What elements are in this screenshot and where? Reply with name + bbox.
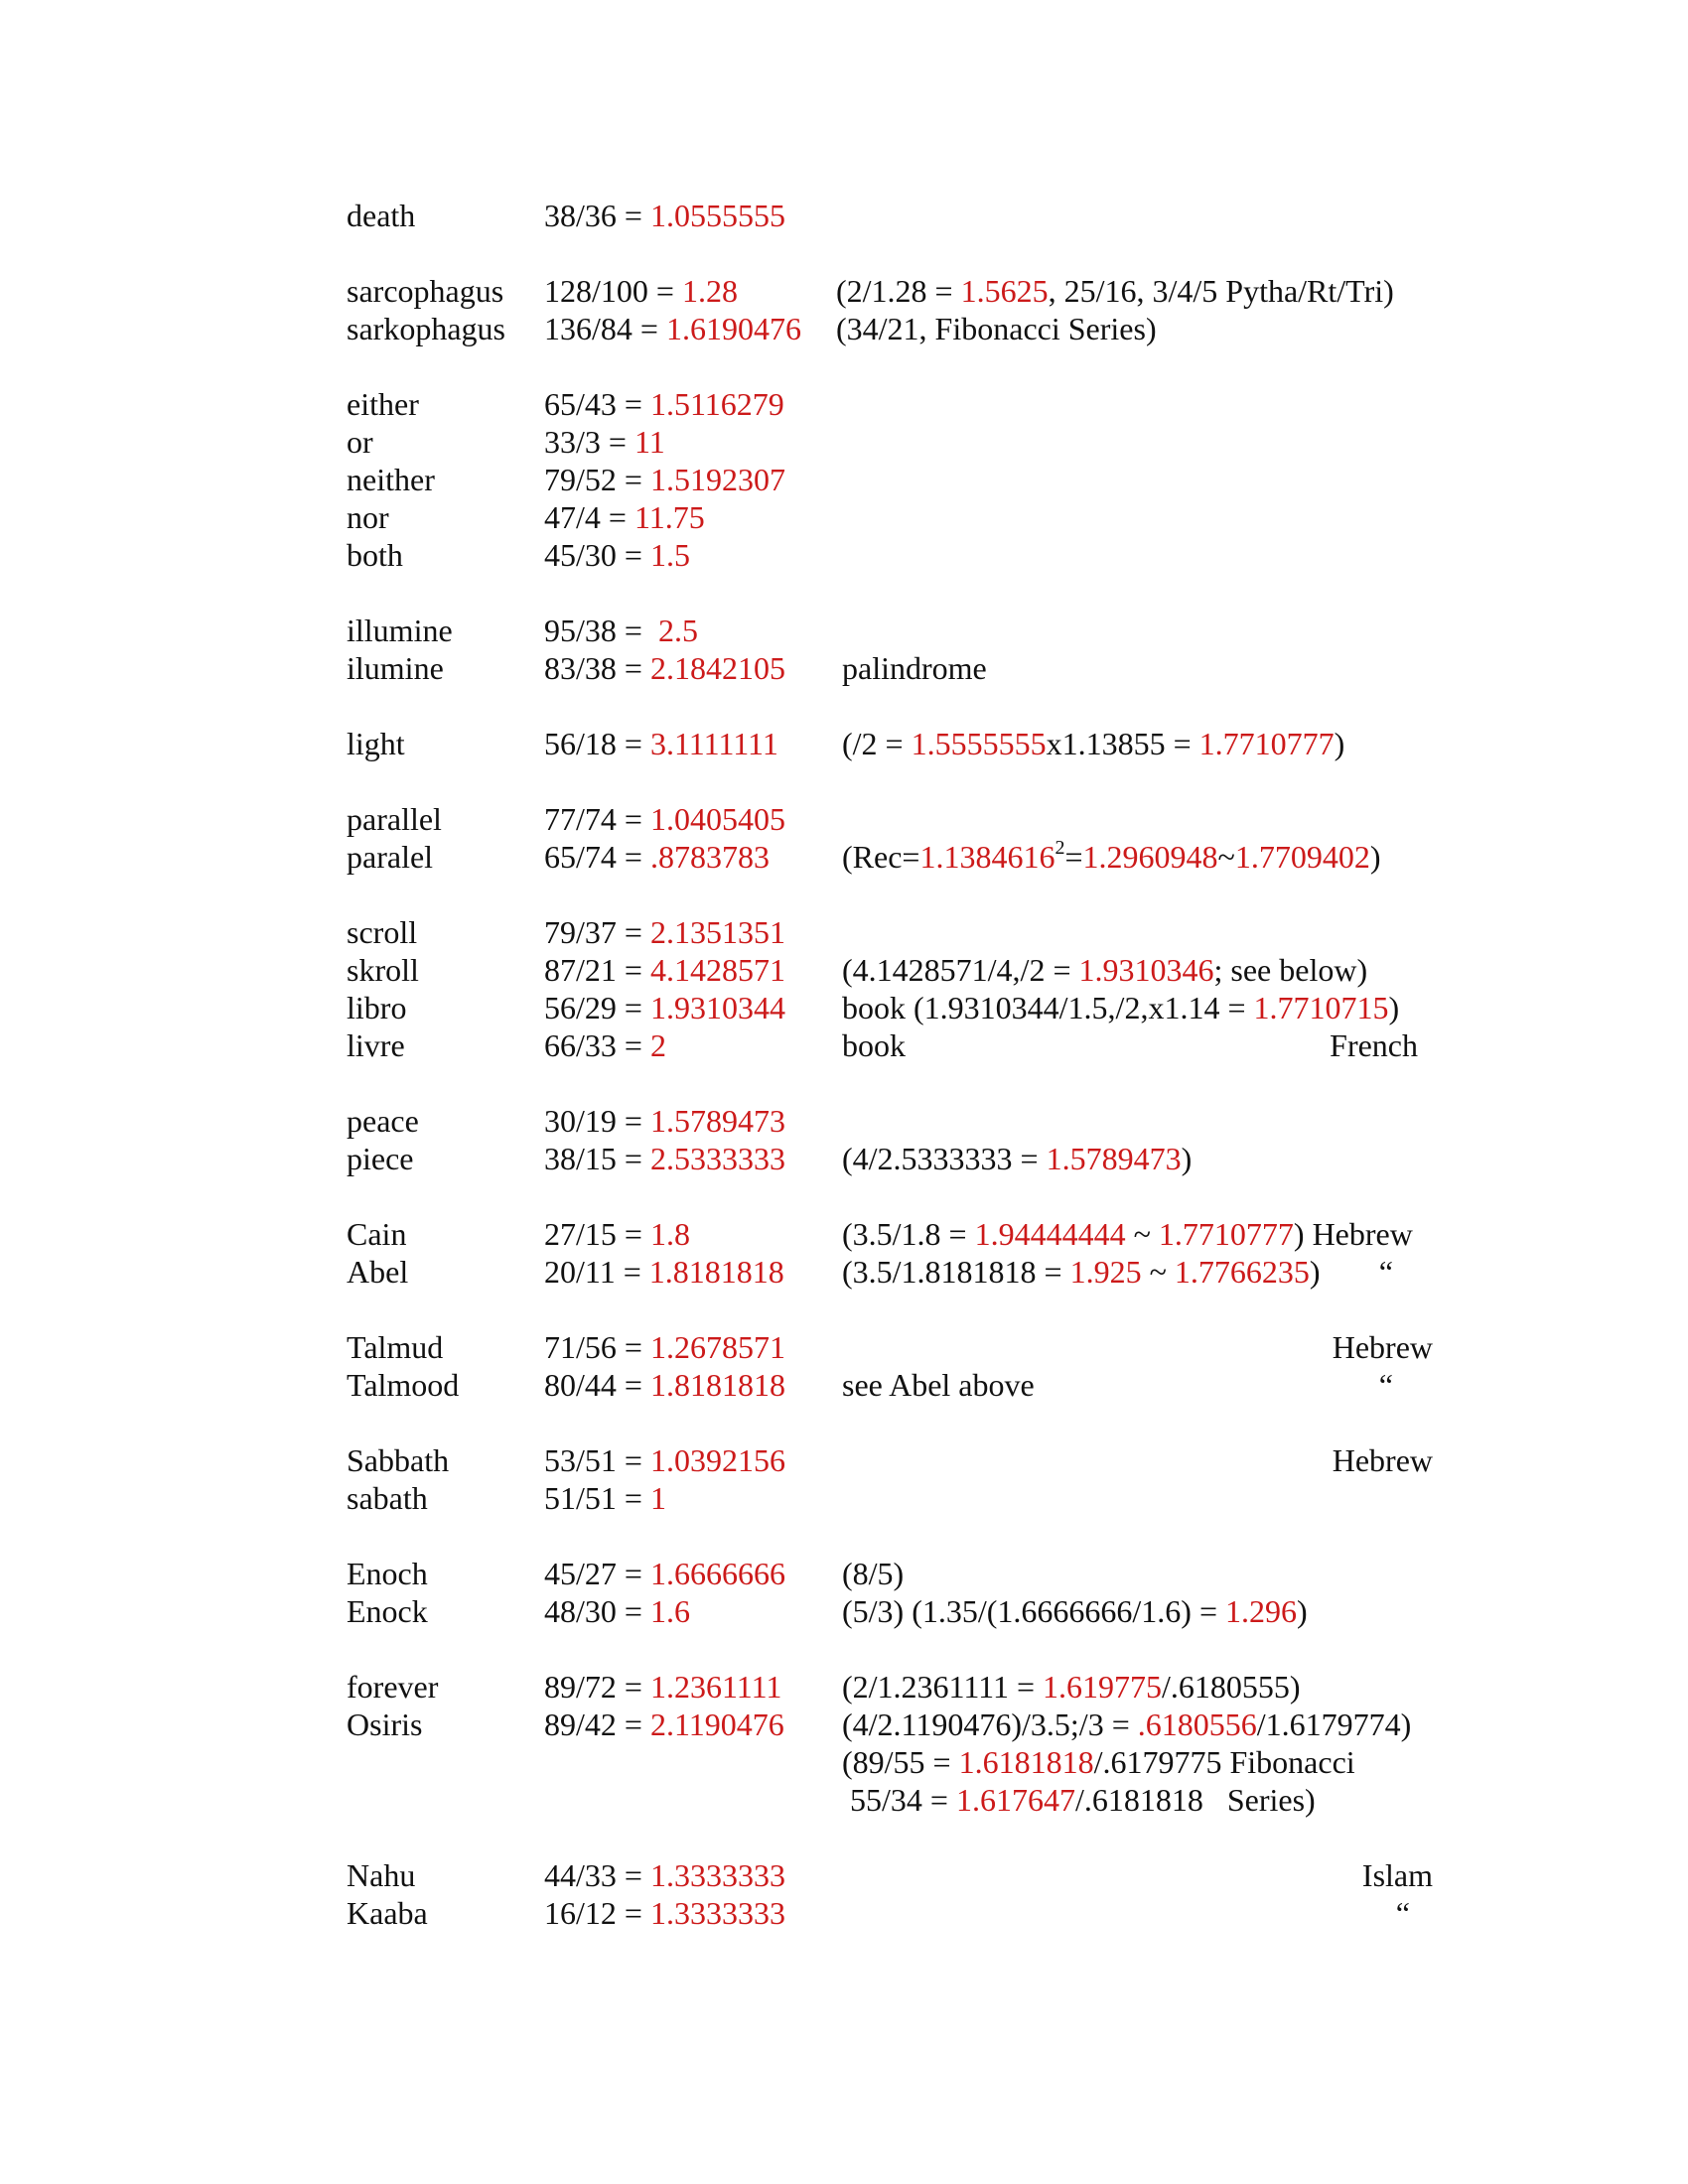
- result-value: 1.5116279: [649, 386, 784, 422]
- equation: [544, 1591, 690, 1631]
- result-value: 1.6666666: [649, 1556, 785, 1591]
- note: [842, 1139, 1192, 1178]
- equation: [544, 1478, 666, 1518]
- note-value: 1.1384616: [919, 839, 1055, 875]
- note-value: 1.7710777: [1158, 1216, 1294, 1252]
- word: libro: [347, 990, 407, 1025]
- language-label: French: [1330, 1027, 1418, 1063]
- word: death: [347, 198, 416, 233]
- note-value: 1.2960948: [1082, 839, 1218, 875]
- note-text: ): [1388, 990, 1400, 1025]
- note-text: 55/34 =: [850, 1782, 956, 1818]
- word: illumine: [347, 613, 453, 648]
- note-text: (4.1428571/4,/2 =: [842, 952, 1079, 988]
- ratio: 79/52 =: [544, 462, 642, 497]
- result-value: 2: [649, 1027, 666, 1063]
- note-text: /.6181818 Series): [1074, 1782, 1316, 1818]
- note-text: book (1.9310344/1.5,/2,x1.14 =: [842, 990, 1254, 1025]
- ratio: 47/4 =: [544, 499, 627, 535]
- equation: [544, 271, 738, 311]
- equation: [544, 912, 785, 952]
- ratio: 51/51 =: [544, 1480, 642, 1516]
- note-text: (2/1.2361111 =: [842, 1669, 1044, 1705]
- note-text: (34/21, Fibonacci Series): [836, 311, 1157, 346]
- note-text: book: [842, 1027, 906, 1063]
- equation: [544, 535, 690, 575]
- word: scroll: [347, 914, 418, 950]
- word: ilumine: [347, 650, 444, 686]
- note-value: 1.94444444: [974, 1216, 1126, 1252]
- word: Abel: [347, 1254, 409, 1290]
- entry-row-forever: [0, 1667, 1688, 1706]
- word: Nahu: [347, 1857, 416, 1893]
- word: Enock: [347, 1593, 428, 1629]
- entry-row-talmud: [0, 1327, 1688, 1367]
- result-value: 2.1351351: [649, 914, 785, 950]
- ratio: 27/15 =: [544, 1216, 642, 1252]
- note-text: (3.5/1.8181818 =: [842, 1254, 1070, 1290]
- result-value: 4.1428571: [649, 952, 785, 988]
- note-text: (/2 =: [842, 726, 912, 761]
- entry-row-sabbath: [0, 1440, 1688, 1480]
- entry-row-abel: [0, 1252, 1688, 1292]
- equation: [544, 988, 785, 1027]
- note-value: 1.7709402: [1234, 839, 1370, 875]
- result-value: 11.75: [633, 499, 705, 535]
- equation: [544, 611, 698, 650]
- word: either: [347, 386, 419, 422]
- note: [836, 271, 1394, 311]
- note-text: (4/2.5333333 =: [842, 1141, 1047, 1176]
- entry-row-illumine: [0, 611, 1688, 650]
- result-value: 1.8181818: [648, 1254, 784, 1290]
- note-text: (Rec=: [842, 839, 920, 875]
- ratio: 89/42 =: [544, 1706, 642, 1742]
- note-value: 1.619775: [1043, 1669, 1163, 1705]
- equation: [544, 1139, 785, 1178]
- note: [842, 1365, 1035, 1405]
- language-label: Hebrew: [1332, 1442, 1433, 1478]
- note-text: , 25/16, 3/4/5 Pytha/Rt/Tri): [1048, 273, 1394, 309]
- result-value: 1.5789473: [649, 1103, 785, 1139]
- result-value: 1.5192307: [649, 462, 785, 497]
- note-value: 1.7710715: [1253, 990, 1389, 1025]
- ratio: 38/36 =: [544, 198, 642, 233]
- note: [842, 1554, 904, 1593]
- equation: [544, 1705, 784, 1744]
- word: piece: [347, 1141, 414, 1176]
- note-text: ~: [1217, 839, 1235, 875]
- ratio: 77/74 =: [544, 801, 642, 837]
- note-text: ; see below): [1213, 952, 1368, 988]
- word: Kaaba: [347, 1895, 428, 1931]
- note-text: (89/55 =: [842, 1744, 959, 1780]
- entry-row-or: [0, 422, 1688, 462]
- result-value: 1.8: [649, 1216, 690, 1252]
- note-value: 1.9310346: [1078, 952, 1214, 988]
- word: skroll: [347, 952, 419, 988]
- entry-row-enock: [0, 1591, 1688, 1631]
- ratio: 44/33 =: [544, 1857, 642, 1893]
- note-text: (8/5): [842, 1556, 905, 1591]
- ratio: 16/12 =: [544, 1895, 642, 1931]
- note-continuation-row: [0, 1780, 1688, 1820]
- note: [842, 1667, 1301, 1706]
- result-value: 1.5: [649, 537, 690, 573]
- note-text: /1.6179774): [1256, 1706, 1412, 1742]
- ratio: 95/38 =: [544, 613, 642, 648]
- note-text: ): [1334, 726, 1345, 761]
- note: [842, 1214, 1413, 1254]
- entry-row-nahu: [0, 1855, 1688, 1895]
- entry-row-either: [0, 384, 1688, 424]
- note: [842, 1705, 1411, 1744]
- word: sarkophagus: [347, 311, 505, 346]
- equation: [544, 648, 785, 688]
- word: livre: [347, 1027, 405, 1063]
- result-value: 1.28: [681, 273, 738, 309]
- result-value: 1.2678571: [649, 1329, 785, 1365]
- word: both: [347, 537, 403, 573]
- equation: [544, 1252, 784, 1292]
- note: [842, 724, 1344, 763]
- equation: [544, 1855, 785, 1895]
- ditto-mark: “: [1395, 1895, 1410, 1931]
- note-text: ): [1309, 1254, 1321, 1290]
- result-value: 1.0392156: [649, 1442, 785, 1478]
- word: neither: [347, 462, 435, 497]
- result-value: 1: [649, 1480, 666, 1516]
- ratio: 66/33 =: [544, 1027, 642, 1063]
- equation: [544, 1554, 785, 1593]
- ratio: 45/27 =: [544, 1556, 642, 1591]
- equation: [544, 837, 770, 877]
- ratio: 65/74 =: [544, 839, 642, 875]
- equation: [544, 422, 665, 462]
- entry-row-talmood: [0, 1365, 1688, 1405]
- equation: [544, 1214, 690, 1254]
- ratio: 53/51 =: [544, 1442, 642, 1478]
- entry-row-sarkophagus: [0, 309, 1688, 348]
- result-value: 11: [633, 424, 665, 460]
- entry-row-sarcophagus: [0, 271, 1688, 311]
- result-value: 2.5333333: [649, 1141, 785, 1176]
- entry-row-light: [0, 724, 1688, 763]
- note-text: =: [1064, 839, 1083, 875]
- note: [842, 1742, 1355, 1782]
- entry-row-death: [0, 196, 1688, 235]
- note: [850, 1780, 1316, 1820]
- ditto-mark: “: [1378, 1254, 1393, 1290]
- ratio: 56/18 =: [544, 726, 642, 761]
- note-text: ): [1181, 1141, 1193, 1176]
- entry-row-osiris: [0, 1705, 1688, 1744]
- entry-row-piece: [0, 1139, 1688, 1178]
- result-value: 1.2361111: [649, 1669, 782, 1705]
- equation: [544, 1025, 666, 1065]
- equation: [544, 799, 785, 839]
- note-value: 1.296: [1225, 1593, 1297, 1629]
- entry-row-peace: [0, 1101, 1688, 1141]
- ratio: 80/44 =: [544, 1367, 642, 1403]
- result-value: .8783783: [649, 839, 770, 875]
- equation: [544, 950, 785, 990]
- entry-row-both: [0, 535, 1688, 575]
- equation: [544, 724, 778, 763]
- equation: [544, 384, 784, 424]
- note-text: see Abel above: [842, 1367, 1035, 1403]
- entry-row-nor: [0, 497, 1688, 537]
- ratio: 83/38 =: [544, 650, 642, 686]
- note-text: ~: [1141, 1254, 1175, 1290]
- result-value: 1.3333333: [649, 1895, 785, 1931]
- note-value: 1.6181818: [958, 1744, 1094, 1780]
- ratio: 136/84 =: [544, 311, 658, 346]
- word: forever: [347, 1669, 439, 1705]
- note-value: 1.617647: [955, 1782, 1075, 1818]
- note: [842, 950, 1367, 990]
- entry-row-neither: [0, 460, 1688, 499]
- word: Cain: [347, 1216, 407, 1252]
- entry-row-enoch: [0, 1554, 1688, 1593]
- result-value: 1.6: [649, 1593, 690, 1629]
- note-text: (2/1.28 =: [836, 273, 961, 309]
- note-text: (3.5/1.8 =: [842, 1216, 975, 1252]
- note-text: ~: [1125, 1216, 1159, 1252]
- note-value: 1.5789473: [1046, 1141, 1182, 1176]
- entry-row-livre: [0, 1025, 1688, 1065]
- entry-row-kaaba: [0, 1893, 1688, 1933]
- equation: [544, 460, 785, 499]
- word: sarcophagus: [347, 273, 504, 309]
- result-value: 1.9310344: [649, 990, 785, 1025]
- result-value: 2.1190476: [649, 1706, 784, 1742]
- entry-row-ilumine: [0, 648, 1688, 688]
- equation: [544, 196, 785, 235]
- word: Osiris: [347, 1706, 423, 1742]
- entry-row-parallel: [0, 799, 1688, 839]
- equation: [544, 1440, 785, 1480]
- word: sabath: [347, 1480, 428, 1516]
- note-text: palindrome: [842, 650, 987, 686]
- ratio: 65/43 =: [544, 386, 642, 422]
- equation: [544, 1365, 785, 1405]
- note-text: (5/3) (1.35/(1.6666666/1.6) =: [842, 1593, 1225, 1629]
- note-text: /.6180555): [1162, 1669, 1301, 1705]
- note-text: ): [1369, 839, 1381, 875]
- note-text: /.6179775 Fibonacci: [1093, 1744, 1355, 1780]
- note-value: 1.5555555: [911, 726, 1047, 761]
- word: light: [347, 726, 405, 761]
- note-value: 1.5625: [960, 273, 1049, 309]
- result-value: 1.3333333: [649, 1857, 785, 1893]
- note: [836, 309, 1157, 348]
- note-continuation-row: [0, 1742, 1688, 1782]
- ratio: 30/19 =: [544, 1103, 642, 1139]
- note-value: 1.7766235: [1174, 1254, 1310, 1290]
- word: nor: [347, 499, 389, 535]
- note-text: ) Hebrew: [1293, 1216, 1413, 1252]
- result-value: 1.6190476: [665, 311, 801, 346]
- note-value: 1.7710777: [1198, 726, 1335, 761]
- result-value: 1.0555555: [649, 198, 785, 233]
- word: Talmud: [347, 1329, 444, 1365]
- equation: [544, 1667, 781, 1706]
- note: [842, 1252, 1321, 1292]
- ratio: 79/37 =: [544, 914, 642, 950]
- entry-row-paralel: [0, 837, 1688, 877]
- note: [842, 988, 1399, 1027]
- superscript: 2: [1055, 837, 1065, 860]
- equation: [544, 1327, 785, 1367]
- note-text: (4/2.1190476)/3.5;/3 =: [842, 1706, 1138, 1742]
- ratio: 87/21 =: [544, 952, 642, 988]
- result-value: 1.8181818: [649, 1367, 785, 1403]
- result-value: 2.1842105: [649, 650, 785, 686]
- ratio: 89/72 =: [544, 1669, 642, 1705]
- equation: [544, 497, 705, 537]
- word: Sabbath: [347, 1442, 450, 1478]
- note-value: 1.925: [1069, 1254, 1142, 1290]
- note: [842, 837, 1380, 877]
- equation: [544, 1893, 785, 1933]
- ratio: 48/30 =: [544, 1593, 642, 1629]
- entry-row-skroll: [0, 950, 1688, 990]
- word: peace: [347, 1103, 419, 1139]
- note: [842, 648, 987, 688]
- result-value: 1.0405405: [649, 801, 785, 837]
- ratio: 56/29 =: [544, 990, 642, 1025]
- ratio: 38/15 =: [544, 1141, 642, 1176]
- ratio: 128/100 =: [544, 273, 674, 309]
- equation: [544, 309, 801, 348]
- entry-row-cain: [0, 1214, 1688, 1254]
- word: paralel: [347, 839, 434, 875]
- language-label: Hebrew: [1332, 1329, 1433, 1365]
- ratio: 33/3 =: [544, 424, 627, 460]
- word: Enoch: [347, 1556, 428, 1591]
- ratio: 20/11 =: [544, 1254, 641, 1290]
- ratio: 45/30 =: [544, 537, 642, 573]
- word: parallel: [347, 801, 442, 837]
- note-text: ): [1297, 1593, 1308, 1629]
- note: [842, 1025, 906, 1065]
- entry-row-libro: [0, 988, 1688, 1027]
- entry-row-sabath: [0, 1478, 1688, 1518]
- word: or: [347, 424, 373, 460]
- language-label: Islam: [1361, 1857, 1433, 1893]
- note-text: x1.13855 =: [1046, 726, 1199, 761]
- equation: [544, 1101, 785, 1141]
- result-value: 2.5: [657, 613, 698, 648]
- note-value: .6180556: [1137, 1706, 1257, 1742]
- result-value: 3.1111111: [649, 726, 778, 761]
- ditto-mark: “: [1378, 1367, 1393, 1403]
- ratio: 71/56 =: [544, 1329, 642, 1365]
- entry-row-scroll: [0, 912, 1688, 952]
- word: Talmood: [347, 1367, 460, 1403]
- note: [842, 1591, 1308, 1631]
